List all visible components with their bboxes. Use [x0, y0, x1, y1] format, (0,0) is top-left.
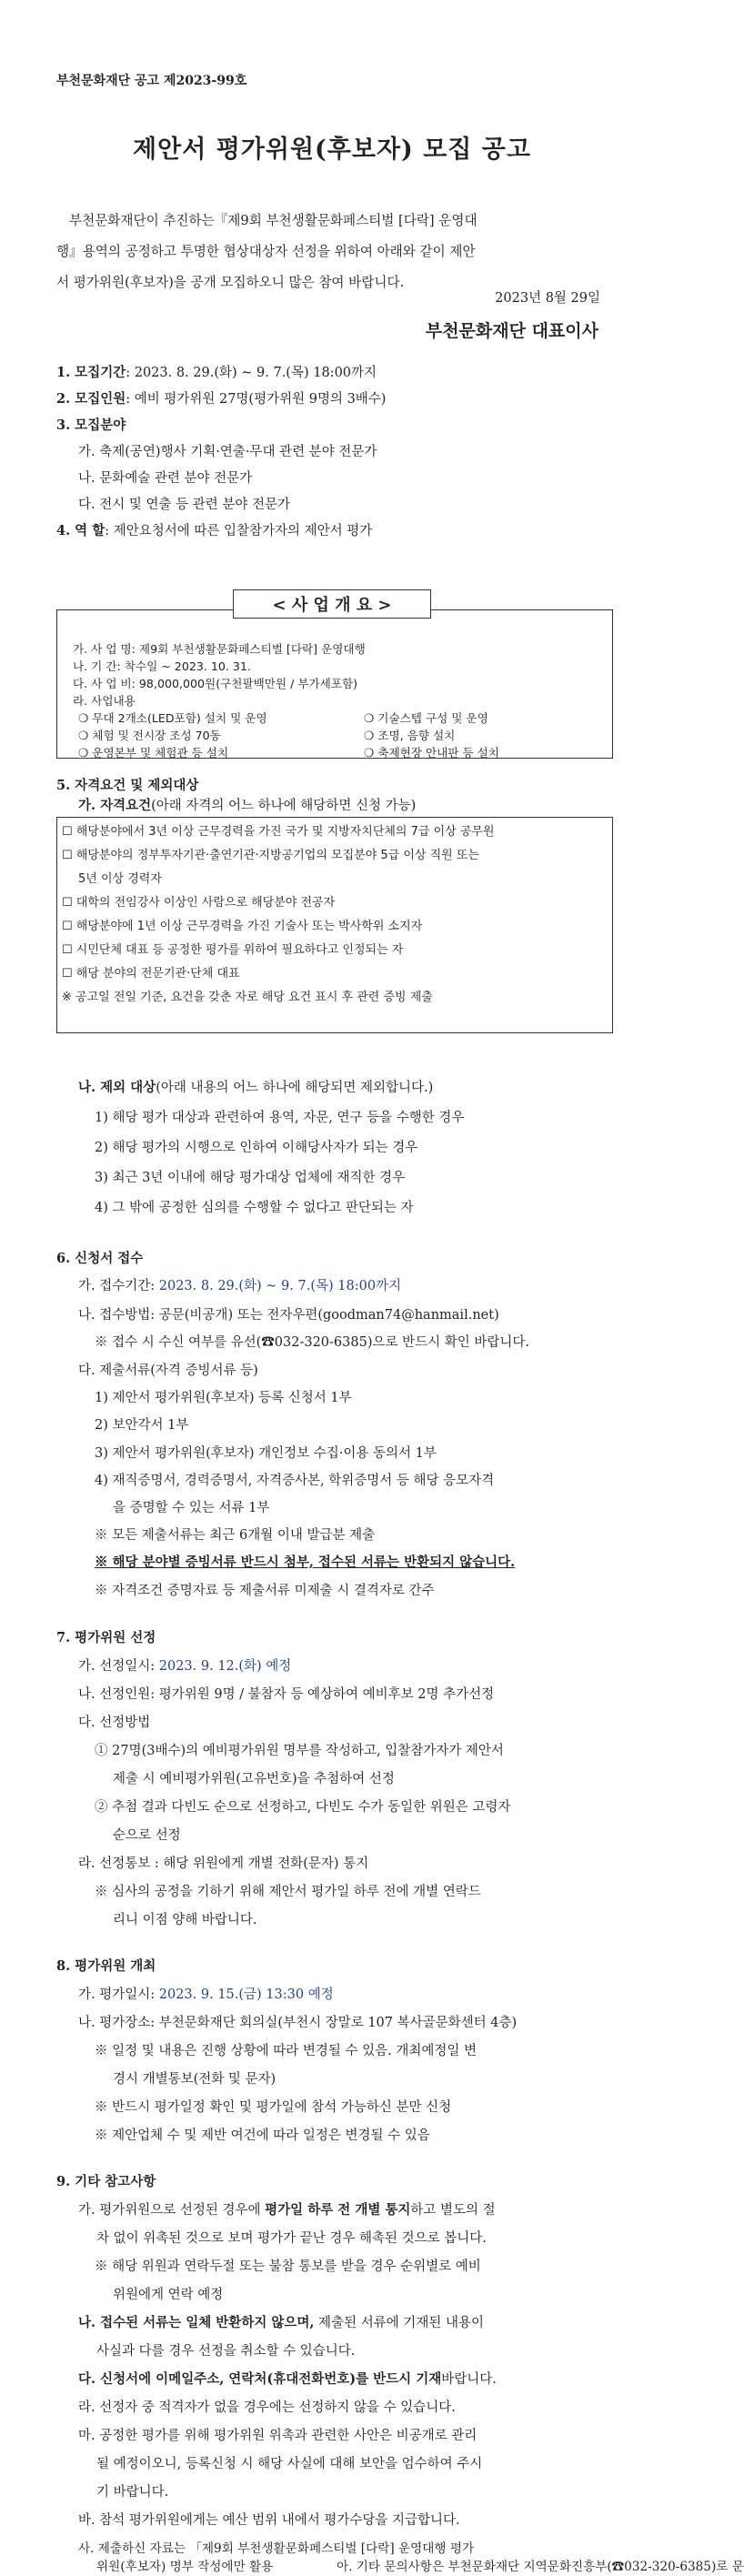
reference-item: 기 바랍니다. — [96, 2485, 169, 2500]
document-note-emphasis: ※ 해당 분야별 증빙서류 반드시 첨부, 접수된 서류는 반환되지 않습니다. — [95, 1555, 516, 1570]
qualification-note: ※ 공고일 전일 기준, 요건을 갖춘 자로 해당 요건 표시 후 관련 증빙 제출 — [62, 991, 433, 1004]
application-period-value: 2023. 8. 29.(화) ~ 9. 7.(목) 18:00까지 — [158, 1279, 402, 1293]
exclusion-item: 2) 해당 평가의 시행으로 인하여 이해당사자가 되는 경우 — [95, 1141, 418, 1155]
document-item: 4) 재직증명서, 경력증명서, 자격증사본, 학위증명서 등 해당 응모자격 — [95, 1474, 495, 1488]
document-item: 1) 제안서 평가위원(후보자) 등록 신청서 1부 — [95, 1391, 352, 1405]
section5-heading: 5. 자격요건 및 제외대상 — [56, 778, 199, 793]
reference-item — [78, 2312, 484, 2331]
application-period — [78, 1275, 401, 1294]
summary-content-item: ❍ 무대 2개소(LED포함) 설치 및 운영 — [78, 711, 267, 725]
document-item: 3) 제안서 평가위원(후보자) 개인정보 수집·이용 동의서 1부 — [95, 1446, 437, 1461]
qualification-label: 가. 자격요건 — [78, 798, 152, 813]
reference-item: 차 없이 위촉된 것으로 보며 평가가 끝난 경우 해촉된 것으로 봅니다. — [96, 2231, 487, 2246]
evaluation-date-label: 가. 평가일시: — [78, 1987, 156, 2002]
qualification-item: 5년 이상 경력자 — [78, 872, 162, 886]
headcount-line — [56, 388, 386, 408]
reference-item: 사실과 다를 경우 선정을 취소할 수 있습니다. — [96, 2344, 356, 2359]
section8-heading: 8. 평가위원 개최 — [56, 1958, 156, 1974]
qualification-item: ☐ 해당 분야의 전문기관·단체 대표 — [62, 967, 240, 981]
reference-text-bold: 평가일 하루 전 개별 통지 — [265, 2202, 411, 2218]
summary-content-item: ❍ 기술스텝 구성 및 운영 — [364, 711, 488, 725]
exclusion-item: 1) 해당 평가 대상과 관련하여 용역, 자문, 연구 등을 수행한 경우 — [95, 1111, 465, 1125]
document-note: ※ 모든 제출서류는 최근 6개월 이내 발급분 제출 — [95, 1528, 376, 1543]
document-item: 2) 보안각서 1부 — [95, 1418, 189, 1433]
selection-date-value: 2023. 9. 12.(화) 예정 — [158, 1659, 292, 1674]
headcount-label: 2. 모집인원 — [56, 391, 126, 407]
page-title: 제안서 평가위원(후보자) 모집 공고 — [133, 136, 531, 164]
exclusion-item: 3) 최근 3년 이내에 해당 평가대상 업체에 재직한 경우 — [95, 1171, 406, 1185]
reference-text-bold: 나. 접수된 서류는 일체 반환하지 않으며, — [78, 2315, 315, 2330]
summary-title: < 사 업 개 요 > — [233, 589, 430, 619]
announcement-date: 2023년 8월 29일 — [495, 291, 600, 306]
qualification-item: ☐ 대학의 전임강사 이상인 사람으로 해당분야 전공자 — [62, 896, 336, 910]
selection-date — [78, 1655, 291, 1675]
qualification-note: (아래 자격의 어느 하나에 해당하면 신청 가능) — [151, 799, 417, 813]
summary-content-item: ❍ 체험 및 전시장 조성 70동 — [78, 729, 221, 742]
reference-item — [78, 2369, 497, 2388]
evaluation-note: ※ 일정 및 내용은 진행 상황에 따라 변경될 수 있음. 개최예정일 변 — [95, 2044, 477, 2058]
qualification-item: ☐ 시민단체 대표 등 공정한 평가를 위하여 필요하다고 인정되는 자 — [62, 943, 404, 957]
reference-text: 바랍니다. — [441, 2372, 497, 2387]
reference-item: 위원(후보자) 명부 작성에만 활용 — [96, 2560, 274, 2574]
role-value: : 제안요청서에 따른 입찰참가자의 제안서 평가 — [105, 524, 373, 538]
document-item: 을 증명할 수 있는 서류 1부 — [113, 1501, 270, 1515]
role-line — [56, 520, 372, 539]
section6-heading: 6. 신청서 접수 — [56, 1251, 144, 1266]
field-heading: 3. 모집분야 — [56, 418, 126, 433]
qualification-heading — [78, 795, 416, 814]
section7-heading: 7. 평가위원 선정 — [56, 1630, 156, 1645]
selection-count: 나. 선정인원: 평가위원 9명 / 불참자 등 예상하여 예비후보 2명 추가선정 — [78, 1687, 495, 1702]
application-method: 나. 접수방법: 공문(비공개) 또는 전자우편(goodman74@hanmail.net) — [78, 1308, 499, 1323]
reference-item: 사. 제출하신 자료는 「제9회 부천생활문화페스티벌 [다락] 운영대행 평가 — [78, 2541, 475, 2556]
period-value: : 2023. 8. 29.(화) ~ 9. 7.(목) 18:00까지 — [126, 366, 377, 380]
application-period-label: 가. 접수기간: — [78, 1279, 156, 1293]
exclusion-label: 나. 제외 대상 — [78, 1080, 156, 1095]
evaluation-note: 경시 개별통보(전화 및 문자) — [113, 2072, 276, 2087]
qualification-item: ☐ 해당분야에 1년 이상 근무경력을 가진 기술사 또는 박사학위 소지자 — [62, 920, 423, 933]
selection-method-item: 제출 시 예비평가위원(고유번호)을 추첨하여 선정 — [113, 1772, 395, 1786]
exclusion-heading — [78, 1077, 433, 1096]
reference-text: 제출된 서류에 기재된 내용이 — [314, 2316, 484, 2330]
intro-line: 부천문화재단이 추진하는『제9회 부천생활문화페스티벌 [다락] 운영대 — [69, 213, 478, 228]
reference-note: ※ 해당 위원과 연락두절 또는 불참 통보를 받을 경우 순위별로 예비 — [95, 2259, 481, 2274]
reference-item: 아. 기타 문의사항은 부천문화재단 지역문화진흥부(☎032-320-6385)로 문 — [337, 2560, 744, 2574]
exclusion-item: 4) 그 밖에 공정한 심의를 수행할 수 없다고 판단되는 자 — [95, 1201, 414, 1215]
period-label: 1. 모집기간 — [56, 365, 126, 380]
reference-text: 가. 평가위원으로 선정된 경우에 — [78, 2203, 266, 2218]
documents-heading: 다. 제출서류(자격 증빙서류 등) — [78, 1363, 258, 1378]
selection-notice-note: 리니 이점 양해 바랍니다. — [113, 1913, 257, 1927]
field-item: 나. 문화예술 관련 분야 전문가 — [78, 471, 253, 486]
evaluation-place: 나. 평가장소: 부천문화재단 회의실(부천시 장말로 107 복사골문화센터 4층) — [78, 2016, 518, 2030]
period-line — [56, 362, 377, 381]
evaluation-note: ※ 제안업체 수 및 제반 여건에 따라 일정은 변경될 수 있음 — [95, 2128, 430, 2143]
summary-content-item: ❍ 운영본부 및 체험관 등 설치 — [78, 746, 229, 760]
reference-text: 하고 별도의 절 — [410, 2203, 496, 2218]
reference-item: 라. 선정자 중 적격자가 없을 경우에는 선정하지 않을 수 있습니다. — [78, 2400, 456, 2415]
role-label: 4. 역 할 — [56, 523, 106, 538]
notice-number: 부천문화재단 공고 제2023-99호 — [56, 74, 247, 88]
field-item: 가. 축제(공연)행사 기획·연출·무대 관련 분야 전문가 — [78, 445, 377, 459]
intro-line: 행』용역의 공정하고 투명한 협상대상자 선정을 위하여 아래와 같이 제안 — [56, 244, 476, 259]
evaluation-date-value: 2023. 9. 15.(금) 13:30 예정 — [158, 1987, 334, 2002]
section9-heading: 9. 기타 참고사항 — [56, 2174, 156, 2189]
reference-item: 될 예정이오니, 등록신청 시 해당 사실에 대해 보안을 엄수하여 주시 — [96, 2457, 483, 2471]
selection-date-label: 가. 선정일시: — [78, 1659, 156, 1674]
summary-budget: 다. 사 업 비: 98,000,000원(구천팔백만원 / 부가세포함) — [73, 677, 358, 690]
selection-method-item: ② 추첨 결과 다빈도 순으로 선정하고, 다빈도 수가 동일한 위원은 고령자 — [95, 1800, 511, 1815]
selection-notice-note: ※ 심사의 공정을 기하기 위해 제안서 평가일 하루 전에 개별 연락드 — [95, 1885, 481, 1899]
qualification-item: ☐ 해당분야에서 3년 이상 근무경력을 가진 국가 및 지방자치단체의 7급 이상 공무원 — [62, 825, 495, 839]
selection-method-item: 순으로 선정 — [113, 1828, 181, 1843]
headcount-value: : 예비 평가위원 27명(평가위원 9명의 3배수) — [126, 392, 387, 407]
evaluation-date — [78, 1984, 334, 2003]
intro-line: 서 평가위원(후보자)을 공개 모집하오니 많은 참여 바랍니다. — [56, 275, 405, 290]
reference-item — [78, 2199, 496, 2219]
document-note: ※ 자격조건 증명자료 등 제출서류 미제출 시 결격자로 간주 — [95, 1584, 435, 1598]
summary-period: 나. 기 간: 착수일 ~ 2023. 10. 31. — [73, 659, 251, 673]
reference-item: 마. 공정한 평가를 위해 평가위원 위촉과 관련한 사안은 비공개로 관리 — [78, 2429, 478, 2443]
summary-content-item: ❍ 축제현장 안내판 등 설치 — [364, 746, 499, 760]
selection-notice: 라. 선정통보 : 해당 위원에게 개별 전화(문자) 통지 — [78, 1857, 369, 1871]
reference-note: 위원에게 연락 예정 — [113, 2288, 224, 2302]
application-note: ※ 접수 시 수신 여부를 유선(☎032-320-6385)으로 반드시 확인 바랍니다. — [95, 1335, 529, 1350]
summary-content-item: ❍ 조명, 음향 설치 — [364, 729, 456, 742]
selection-method-heading: 다. 선정방법 — [78, 1716, 151, 1730]
reference-item: 바. 참석 평가위원에게는 예산 범위 내에서 평가수당을 지급합니다. — [78, 2513, 460, 2528]
selection-method-item: ① 27명(3배수)의 예비평가위원 명부를 작성하고, 입찰참가자가 제안서 — [95, 1744, 504, 1758]
field-item: 다. 전시 및 연출 등 관련 분야 전문가 — [78, 498, 290, 512]
intro-paragraph — [56, 206, 611, 298]
qualification-item: ☐ 해당분야의 정부투자기관·출연기관·지방공기업의 모집분야 5급 이상 직원 또는 — [62, 849, 479, 862]
summary-content-label: 라. 사업내용 — [73, 694, 136, 708]
reference-text-bold: 다. 신청서에 이메일주소, 연락처(휴대전화번호)를 반드시 기재 — [78, 2371, 442, 2387]
exclusion-note: (아래 내용의 어느 하나에 해당되면 제외합니다.) — [156, 1081, 434, 1095]
summary-name: 가. 사 업 명: 제9회 부천생활문화페스티벌 [다락] 운영대행 — [73, 642, 366, 656]
signer: 부천문화재단 대표이사 — [425, 321, 598, 341]
evaluation-note: ※ 반드시 평가일정 확인 및 평가일에 참석 가능하신 분만 신청 — [95, 2100, 452, 2115]
